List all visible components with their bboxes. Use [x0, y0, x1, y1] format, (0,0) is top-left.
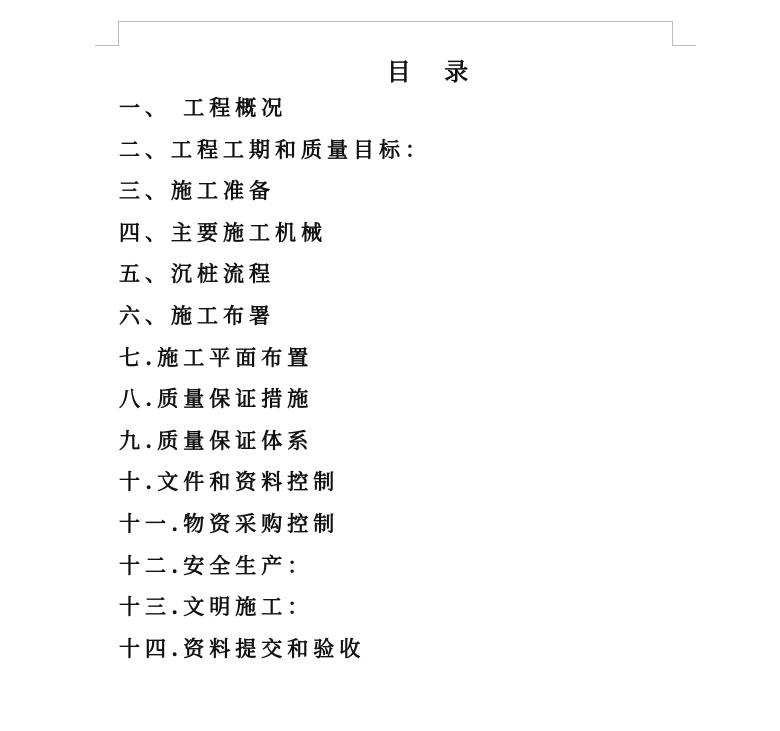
- page-top-border: [118, 21, 673, 22]
- toc-entry-7[interactable]: 七.施工平面布置: [119, 344, 314, 370]
- crop-mark-left-horizontal: [95, 45, 119, 46]
- toc-entry-9[interactable]: 九.质量保证体系: [119, 427, 314, 453]
- toc-entry-4[interactable]: 四、主要施工机械: [119, 219, 327, 245]
- toc-entry-10[interactable]: 十.文件和资料控制: [119, 469, 340, 495]
- toc-list: [119, 92, 431, 674]
- toc-title: 目 录: [386, 57, 469, 86]
- toc-entry-1[interactable]: 一、 工程概况: [119, 95, 288, 120]
- toc-entry-3[interactable]: 三、施工准备: [119, 178, 275, 204]
- toc-entry-2[interactable]: 二、工程工期和质量目标：: [119, 136, 431, 162]
- toc-entry-13[interactable]: 十三.文明施工：: [119, 594, 314, 620]
- toc-entry-11[interactable]: 十一.物资采购控制: [119, 510, 340, 536]
- toc-entry-6[interactable]: 六、施工布署: [119, 302, 275, 328]
- crop-mark-left: [118, 21, 119, 46]
- toc-entry-8[interactable]: 八.质量保证措施: [119, 386, 314, 412]
- crop-mark-right-horizontal: [672, 45, 696, 46]
- toc-entry-14[interactable]: 十四.资料提交和验收: [119, 635, 366, 661]
- crop-mark-right: [672, 21, 673, 46]
- toc-entry-12[interactable]: 十二.安全生产：: [119, 552, 314, 578]
- toc-entry-5[interactable]: 五、沉桩流程: [119, 261, 275, 287]
